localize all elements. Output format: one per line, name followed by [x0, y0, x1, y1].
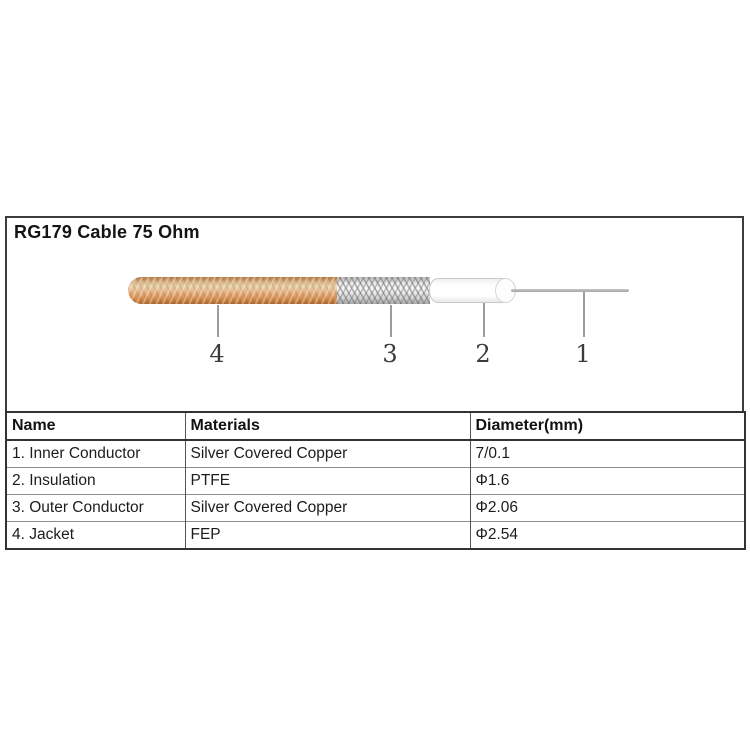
cable-insulation: [429, 278, 516, 303]
cell-name: 1. Inner Conductor: [6, 440, 185, 468]
callout-label-insulation: 2: [475, 340, 491, 368]
cell-diameter: Φ2.54: [470, 522, 745, 550]
callout-label-jacket: 4: [209, 340, 225, 368]
page-title: RG179 Cable 75 Ohm: [14, 222, 200, 242]
col-header-name: Name: [6, 412, 185, 440]
callout-label-inner-conductor: 1: [575, 340, 591, 368]
spec-table-header-row: [6, 412, 745, 440]
cell-materials: Silver Covered Copper: [185, 440, 470, 468]
table-row-outer-conductor: [6, 495, 745, 522]
cell-materials: Silver Covered Copper: [185, 495, 470, 522]
cell-materials: PTFE: [185, 468, 470, 495]
table-row-inner-conductor: [6, 440, 745, 468]
callout-line-inner-conductor: [583, 292, 585, 337]
cell-diameter: 7/0.1: [470, 440, 745, 468]
cable-inner-conductor: [511, 289, 629, 292]
spec-sheet-frame: [5, 216, 744, 411]
col-header-diameter: Diameter(mm): [470, 412, 745, 440]
callout-line-jacket: [217, 305, 219, 337]
callout-line-insulation: [483, 303, 485, 337]
table-row-jacket: [6, 522, 745, 550]
callout-label-outer-conductor: 3: [382, 340, 398, 368]
cable-jacket: [128, 277, 338, 304]
cell-name: 4. Jacket: [6, 522, 185, 550]
cell-name: 3. Outer Conductor: [6, 495, 185, 522]
col-header-materials: Materials: [185, 412, 470, 440]
cell-diameter: Φ1.6: [470, 468, 745, 495]
cell-materials: FEP: [185, 522, 470, 550]
spec-table: [5, 411, 746, 550]
callout-line-outer-conductor: [390, 305, 392, 337]
cell-diameter: Φ2.06: [470, 495, 745, 522]
cable-outer-conductor-braid: [337, 277, 430, 304]
table-row-insulation: [6, 468, 745, 495]
cell-name: 2. Insulation: [6, 468, 185, 495]
